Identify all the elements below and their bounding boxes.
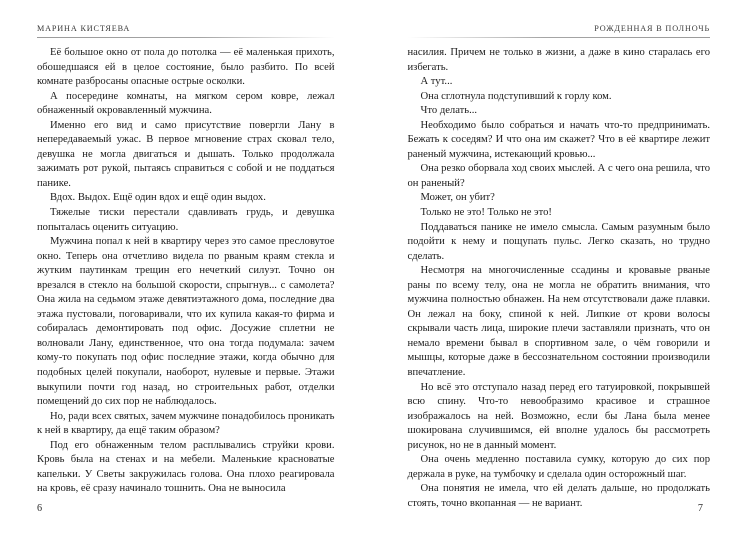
left-page-number: 6 xyxy=(37,503,43,514)
paragraph: Но, ради всех святых, зачем мужчине понадобилось проникать к ней в квартиру, да ещё таким образом? xyxy=(37,410,335,437)
right-page-number: 7 xyxy=(697,503,703,514)
right-running-head xyxy=(408,0,711,46)
left-page-body xyxy=(37,46,335,497)
left-header-rule xyxy=(37,37,335,38)
paragraph: Поддаваться панике не имело смысла. Самым разумным было подойти к нему и пощупать пульс. Легко сказать, но трудно сделать. xyxy=(407,221,710,262)
paragraph: Но всё это отступало назад перед его татуировкой, покрывшей всю спину. Что-то невообразимо красивое и страшное изображалось на ней. Возможно, если бы Лана была менее шокирована случившимся, ей вполне удалось бы рассмотреть рисунок, но не в данный момент. xyxy=(407,381,710,451)
paragraph: Мужчина попал к ней в квартиру через это самое пресловутое окно. Теперь она отчетливо видела по рваным краям стекла и жутким паутинкам трещин его нечеткий силуэт. Точно он врезался в стекло на большой скорости, спрыгнув... с самолета? Она жила на седьмом этаже девятиэтажного дома, последние два этажа пустовали, поговаривали, что их купила какая-то фирма и собиралась демонтировать под офис. Досужие сплетни не волновали Лану, единственное, что она тогда подумала: зачем кому-то покупать под офис последние этажи, когда обычно для подобных целей покупали, наоборот, нулевые и первые. Этажи выкупили почти год назад, но строительных работ, отделки помещений до сих пор не наблюдалось. xyxy=(37,236,335,408)
paragraph: А посередине комнаты, на мягком сером ковре, лежал обнаженный окровавленный мужчина. xyxy=(37,90,335,117)
paragraph: А тут... xyxy=(420,76,453,88)
paragraph: Она резко оборвала ход своих мыслей. А с чего она решила, что он раненый? xyxy=(407,163,710,189)
paragraph: Несмотря на многочисленные ссадины и кровавые рваные раны по всему телу, она не могла не обратить внимания, что мужчина полностью обнажен. На нем отсутствовали даже плавки. Он лежал на боку, спиной к ней. Липкие от крови волосы скрывали часть лица, широкие плечи заставляли признать, что он немало времени бывал в спортивном зале, о чём говорили и мышцы, которые даже в бессознательном состоянии производили впечатление. xyxy=(407,265,710,379)
paragraph: Что делать... xyxy=(420,105,478,117)
paragraph: Может, он убит? xyxy=(420,192,495,204)
left-running-head xyxy=(37,0,335,46)
right-page-body xyxy=(408,46,711,512)
paragraph: Под его обнаженным телом расплывались струйки крови. Кровь была на стенах и на мебели. Маленькие красноватые капельки. У Светы закружилась голова. Она плохо реагировала на кровь, её сразу начинало тошнить. Она не выносила xyxy=(37,439,335,495)
paragraph: Она понятия не имела, что ей делать дальше, но продолжать стоять, точно вкопанная — не вариант. xyxy=(407,483,710,509)
right-header-rule xyxy=(408,37,711,38)
paragraph: Именно его вид и само присутствие повергли Лану в непередаваемый ужас. В первое мгновение страх сковал тело, девушка не могла двигаться и дышать. Только продолжала зажимать рот рукой, пытаясь справиться с собой и не поддаться панике. xyxy=(37,119,335,189)
left-running-head-text: МАРИНА КИСТЯЕВА xyxy=(37,24,131,33)
paragraph: Необходимо было собраться и начать что-то предпринимать. Бежать к соседям? И что она им скажет? Что в её квартире лежит раненый мужчина, истекающий кровью... xyxy=(407,119,710,160)
paragraph: Она очень медленно поставила сумку, которую до сих пор держала в руке, на тумбочку и сделала один осторожный шаг. xyxy=(407,454,710,480)
paragraph: Её большое окно от пола до потолка — её маленькая прихоть, обошедшаяся ей в целое состояние, было разбито. По всей комнате разбросаны опасные острые осколки. xyxy=(37,47,335,88)
paragraph: Она сглотнула подступивший к горлу ком. xyxy=(420,90,612,102)
paragraph: Тяжелые тиски перестали сдавливать грудь, и девушка попыталась оценить ситуацию. xyxy=(37,207,335,233)
right-running-head-text: РОЖДЕННАЯ В ПОЛНОЧЬ xyxy=(594,24,710,33)
paragraph: Вдох. Выдох. Ещё один вдох и ещё один выдох. xyxy=(50,192,266,204)
paragraph: Только не это! Только не это! xyxy=(420,207,552,219)
right-page xyxy=(373,0,745,540)
paragraph: насилия. Причем не только в жизни, а даже в кино старалась его избегать. xyxy=(407,47,710,73)
